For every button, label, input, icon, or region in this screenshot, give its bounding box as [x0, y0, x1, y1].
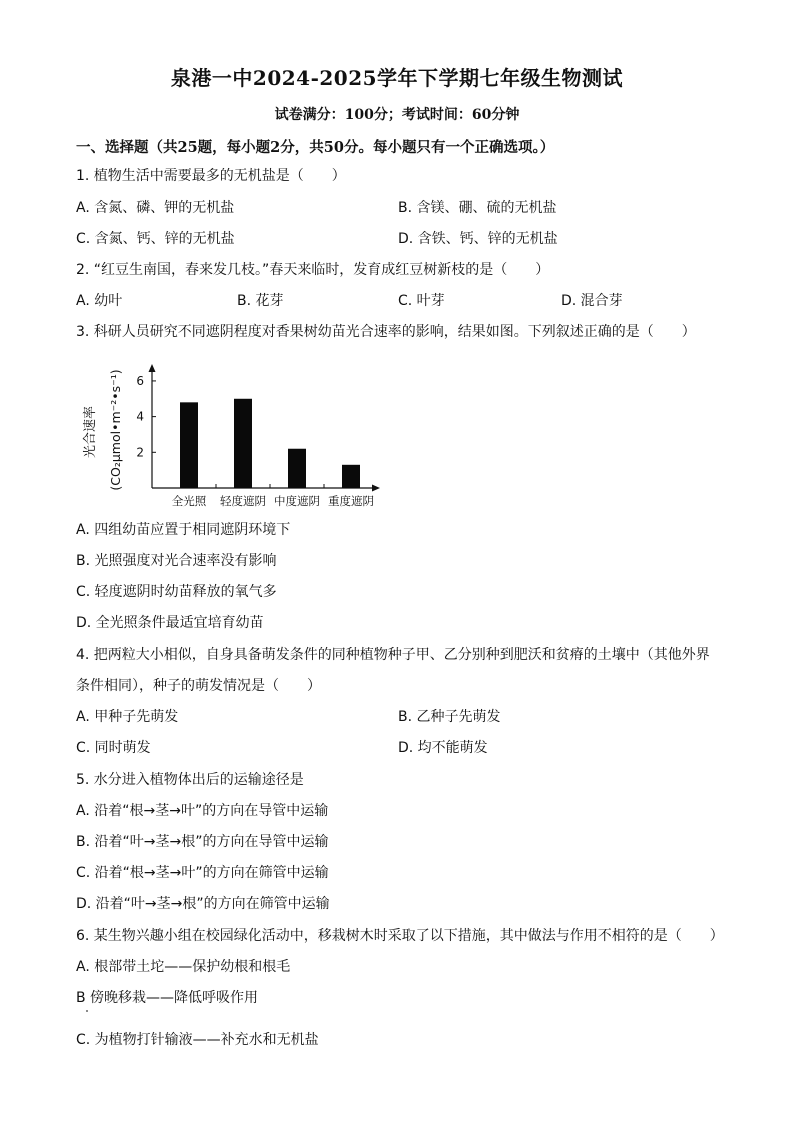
photosynthesis-bar-chart	[76, 360, 396, 516]
y-tick-label: 4	[136, 409, 144, 424]
y-axis-arrow	[149, 364, 156, 372]
q1-option-c: C. 含氮、钙、锌的无机盐	[76, 231, 235, 247]
y-axis-unit: (CO₂μmol•m⁻²•s⁻¹)	[108, 369, 123, 491]
q1-stem: 1. 植物生活中需要最多的无机盐是（ ）	[76, 168, 346, 184]
q5-stem: 5. 水分进入植物体出后的运输途径是	[76, 772, 304, 788]
q1-option-a: A. 含氮、磷、钾的无机盐	[76, 200, 235, 216]
q4-stem-line1: 4. 把两粒大小相似，自身具备萌发条件的同种植物种子甲、乙分别种到肥沃和贫瘠的土壤中（其他外界	[76, 647, 710, 663]
q1-option-d: D. 含铁、钙、锌的无机盐	[398, 231, 558, 247]
x-tick-label: 重度遮阴	[328, 494, 374, 508]
bar	[342, 465, 360, 488]
x-axis-arrow	[372, 485, 380, 492]
q4-option-a: A. 甲种子先萌发	[76, 709, 179, 725]
exam-info: 试卷满分：100分；考试时间：60分钟	[274, 107, 520, 123]
q6-option-b: B 傍晚移栽——降低呼吸作用	[76, 990, 259, 1006]
q4-option-b: B. 乙种子先萌发	[398, 709, 501, 725]
y-tick-label: 2	[136, 445, 144, 460]
q4-option-d: D. 均不能萌发	[398, 740, 488, 756]
q4-option-c: C. 同时萌发	[76, 740, 151, 756]
q3-option-a: A. 四组幼苗应置于相同遮阴环境下	[76, 522, 291, 538]
q5-option-d: D. 沿着“叶→茎→根”的方向在筛管中运输	[76, 896, 330, 912]
stray-dot	[86, 1010, 88, 1012]
bar	[234, 399, 252, 488]
q2-option-d: D. 混合芽	[561, 293, 623, 309]
bar	[288, 449, 306, 488]
q6-option-a: A. 根部带土坨——保护幼根和根毛	[76, 959, 291, 975]
q6-stem: 6. 某生物兴趣小组在校园绿化活动中，移栽树木时采取了以下措施，其中做法与作用不相符的是（ ）	[76, 928, 724, 944]
x-tick-label: 轻度遮阴	[220, 494, 266, 508]
q5-option-b: B. 沿着“叶→茎→根”的方向在导管中运输	[76, 834, 329, 850]
q3-option-b: B. 光照强度对光合速率没有影响	[76, 553, 277, 569]
q5-option-c: C. 沿着“根→茎→叶”的方向在筛管中运输	[76, 865, 329, 881]
x-tick-label: 全光照	[171, 494, 207, 508]
q2-stem: 2. “红豆生南国，春来发几枝。”春天来临时，发育成红豆树新枝的是（ ）	[76, 262, 550, 278]
q4-stem-line2: 条件相同），种子的萌发情况是（ ）	[76, 678, 321, 694]
q2-option-b: B. 花芽	[237, 293, 284, 309]
page-title: 泉港一中2024-2025学年下学期七年级生物测试	[170, 66, 624, 90]
q3-option-c: C. 轻度遮阴时幼苗释放的氧气多	[76, 584, 277, 600]
q6-option-c: C. 为植物打针输液——补充水和无机盐	[76, 1032, 319, 1048]
q3-option-d: D. 全光照条件最适宜培育幼苗	[76, 615, 264, 631]
q2-option-a: A. 幼叶	[76, 293, 123, 309]
x-tick-label: 中度遮阴	[274, 494, 320, 508]
q5-option-a: A. 沿着“根→茎→叶”的方向在导管中运输	[76, 803, 329, 819]
q3-stem: 3. 科研人员研究不同遮阴程度对香果树幼苗光合速率的影响，结果如图。下列叙述正确的是（ ）	[76, 324, 696, 340]
bar	[180, 402, 198, 488]
q1-option-b: B. 含镁、硼、硫的无机盐	[398, 200, 557, 216]
y-axis-label: 光合速率	[83, 405, 98, 459]
section-heading: 一、选择题（共25题，每小题2分，共50分。每小题只有一个正确选项。）	[76, 139, 555, 156]
q2-option-c: C. 叶芽	[398, 293, 445, 309]
y-tick-label: 6	[136, 373, 144, 388]
